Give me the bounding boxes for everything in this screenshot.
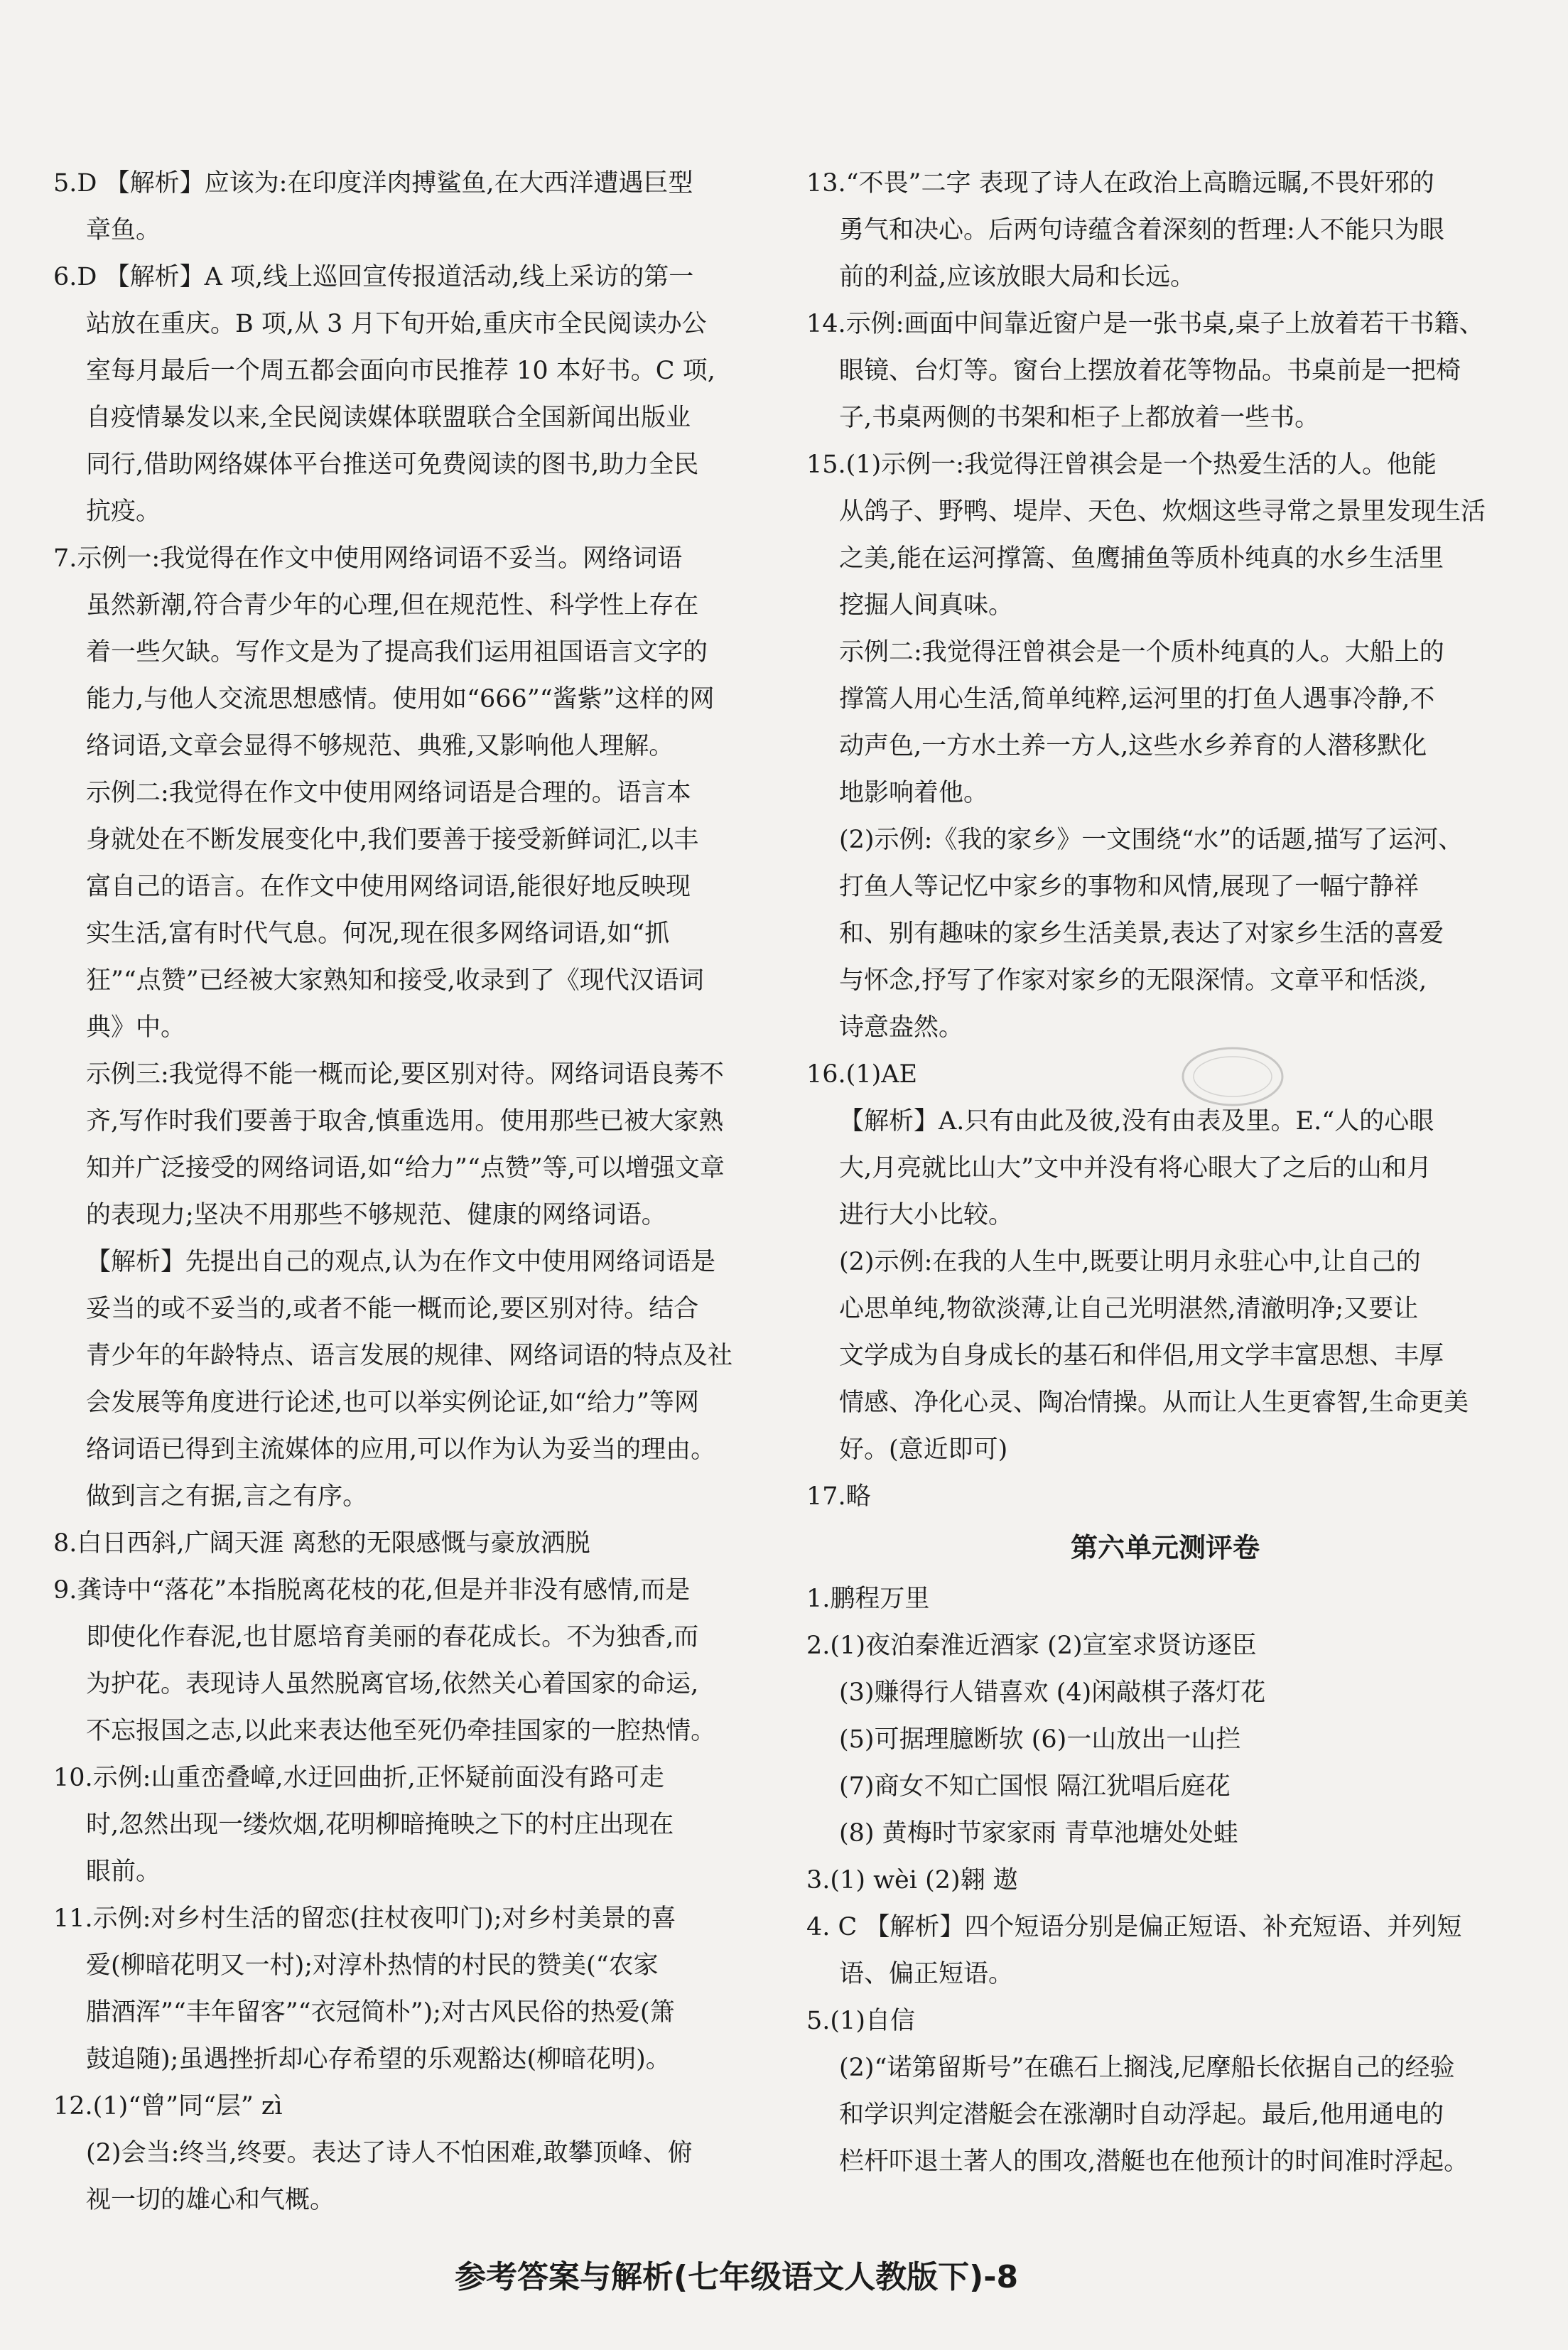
text-line: 地影响着他。 xyxy=(839,779,989,807)
text-line: 从鸽子、野鸭、堤岸、天色、炊烟这些寻常之景里发现生活 xyxy=(839,497,1486,526)
text-line: 青少年的年龄特点、语言发展的规律、网络词语的特点及社 xyxy=(86,1342,733,1370)
text-line: 眼前。 xyxy=(86,1858,161,1886)
text-line: 14.示例:画面中间靠近窗户是一张书桌,桌子上放着若干书籍、 xyxy=(806,310,1484,338)
text-line: 前的利益,应该放眼大局和长远。 xyxy=(839,263,1196,291)
text-line: 站放在重庆。B 项,从 3 月下旬开始,重庆市全民阅读办公 xyxy=(86,310,707,338)
text-line: 实生活,富有时代气息。何况,现在很多网络词语,如“抓 xyxy=(86,920,670,948)
text-line: 9.龚诗中“落花”本指脱离花枝的花,但是并非没有感情,而是 xyxy=(53,1576,691,1605)
text-line: 即使化作春泥,也甘愿培育美丽的春花成长。不为独香,而 xyxy=(86,1623,699,1651)
text-line: 视一切的雄心和气概。 xyxy=(86,2186,335,2214)
text-line: 自疫情暴发以来,全民阅读媒体联盟联合全国新闻出版业 xyxy=(86,404,691,432)
text-line: (2)示例:《我的家乡》一文围绕“水”的话题,描写了运河、 xyxy=(839,826,1464,854)
text-line: (2)“诺第留斯号”在礁石上搁浅,尼摩船长依据自己的经验 xyxy=(839,2054,1455,2082)
text-line: 16.(1)AE xyxy=(806,1060,918,1089)
text-line: 示例三:我觉得不能一概而论,要区别对待。网络词语良莠不 xyxy=(86,1060,724,1089)
text-line: 11.示例:对乡村生活的留恋(拄杖夜叩门);对乡村美景的喜 xyxy=(53,1904,676,1933)
text-line: (2)示例:在我的人生中,既要让明月永驻心中,让自己的 xyxy=(839,1248,1421,1276)
left-column xyxy=(53,160,764,2224)
text-line: 8.白日西斜,广阔天涯 离愁的无限感慨与豪放洒脱 xyxy=(53,1529,590,1558)
text-line: 语、偏正短语。 xyxy=(839,1960,1014,1988)
text-line: 5.(1)自信 xyxy=(806,2007,915,2035)
text-line: 5.D 【解析】应该为:在印度洋肉搏鲨鱼,在大西洋遭遇巨型 xyxy=(53,169,693,198)
text-line: 爱(柳暗花明又一村);对淳朴热情的村民的赞美(“农家 xyxy=(86,1951,659,1980)
text-line: 室每月最后一个周五都会面向市民推荐 10 本好书。C 项, xyxy=(86,357,715,385)
text-line: 狂”“点赞”已经被大家熟知和接受,收录到了《现代汉语词 xyxy=(86,966,704,995)
text-line: 着一些欠缺。写作文是为了提高我们运用祖国语言文字的 xyxy=(86,638,708,667)
text-line: 心思单纯,物欲淡薄,让自己光明湛然,清澈明净;又要让 xyxy=(839,1295,1419,1323)
text-line: 络词语,文章会显得不够规范、典雅,又影响他人理解。 xyxy=(86,732,674,760)
section-title: 第六单元测评卷 xyxy=(1070,1532,1260,1563)
text-line: 4. C 【解析】四个短语分别是偏正短语、补充短语、并列短 xyxy=(806,1913,1462,1941)
text-line: 时,忽然出现一缕炊烟,花明柳暗掩映之下的村庄出现在 xyxy=(86,1811,674,1839)
page-footer: 参考答案与解析(七年级语文人教版下)-8 xyxy=(455,2259,1019,2295)
text-line: 腊酒浑”“丰年留客”“衣冠简朴”);对古风民俗的热爱(箫 xyxy=(86,1998,675,2027)
text-line: 做到言之有据,言之有序。 xyxy=(86,1482,368,1511)
text-line: 同行,借助网络媒体平台推送可免费阅读的图书,助力全民 xyxy=(86,451,699,479)
text-line: 1.鹏程万里 xyxy=(806,1585,930,1613)
text-line: 示例二:我觉得汪曾祺会是一个质朴纯真的人。大船上的 xyxy=(839,638,1444,667)
text-line: 子,书桌两侧的书架和柜子上都放着一些书。 xyxy=(839,404,1320,432)
text-line: 妥当的或不妥当的,或者不能一概而论,要区别对待。结合 xyxy=(86,1295,699,1323)
text-line: 10.示例:山重峦叠嶂,水迂回曲折,正怀疑前面没有路可走 xyxy=(53,1764,664,1792)
text-line: 17.略 xyxy=(806,1482,871,1511)
text-line: 之美,能在运河撑篙、鱼鹰捕鱼等质朴纯真的水乡生活里 xyxy=(839,544,1444,573)
text-line: 能力,与他人交流思想感情。使用如“666”“酱紫”这样的网 xyxy=(86,685,715,713)
text-line: 和、别有趣味的家乡生活美景,表达了对家乡生活的喜爱 xyxy=(839,920,1444,948)
right-column-answers xyxy=(806,160,1524,1520)
text-line: 15.(1)示例一:我觉得汪曾祺会是一个热爱生活的人。他能 xyxy=(806,451,1437,479)
text-line: 虽然新潮,符合青少年的心理,但在规范性、科学性上存在 xyxy=(86,591,699,620)
text-line: 与怀念,抒写了作家对家乡的无限深情。文章平和恬淡, xyxy=(839,966,1427,995)
text-line: 不忘报国之志,以此来表达他至死仍牵挂国家的一腔热情。 xyxy=(86,1717,716,1745)
text-line: 知并广泛接受的网络词语,如“给力”“点赞”等,可以增强文章 xyxy=(86,1154,725,1182)
text-line: 大,月亮就比山大”文中并没有将心眼大了之后的山和月 xyxy=(839,1154,1432,1182)
text-line: 栏杆吓退土著人的围攻,潜艇也在他预计的时间准时浮起。 xyxy=(839,2147,1469,2176)
text-line: (8) 黄梅时节家家雨 青草池塘处处蛙 xyxy=(839,1819,1238,1848)
text-line: 进行大小比较。 xyxy=(839,1201,1014,1229)
text-line: 6.D 【解析】A 项,线上巡回宣传报道活动,线上采访的第一 xyxy=(53,263,694,291)
text-line: 和学识判定潜艇会在涨潮时自动浮起。最后,他用通电的 xyxy=(839,2101,1444,2129)
right-column-unit-six xyxy=(806,1575,1524,2185)
text-line: 典》中。 xyxy=(86,1013,186,1042)
text-line: 齐,写作时我们要善于取舍,慎重选用。使用那些已被大家熟 xyxy=(86,1107,724,1136)
text-line: 的表现力;坚决不用那些不够规范、健康的网络词语。 xyxy=(86,1201,666,1229)
text-line: 勇气和决心。后两句诗蕴含着深刻的哲理:人不能只为眼 xyxy=(839,216,1444,244)
text-line: 2.(1)夜泊秦淮近酒家 (2)宣室求贤访逐臣 xyxy=(806,1632,1257,1660)
text-line: 会发展等角度进行论述,也可以举实例论证,如“给力”等网 xyxy=(86,1389,700,1417)
text-line: 为护花。表现诗人虽然脱离官场,依然关心着国家的命运, xyxy=(86,1670,699,1698)
text-line: 文学成为自身成长的基石和伴侣,用文学丰富思想、丰厚 xyxy=(839,1342,1444,1370)
text-line: 章鱼。 xyxy=(86,216,161,244)
faint-stamp-icon xyxy=(1179,1045,1286,1109)
text-line: 动声色,一方水土养一方人,这些水乡养育的人潜移默化 xyxy=(839,732,1427,760)
text-line: 身就处在不断发展变化中,我们要善于接受新鲜词汇,以丰 xyxy=(86,826,699,854)
text-line: 眼镜、台灯等。窗台上摆放着花等物品。书桌前是一把椅 xyxy=(839,357,1461,385)
text-line: 【解析】先提出自己的观点,认为在作文中使用网络词语是 xyxy=(86,1248,716,1276)
text-line: 打鱼人等记忆中家乡的事物和风情,展现了一幅宁静祥 xyxy=(839,873,1420,901)
right-column xyxy=(806,160,1524,2185)
text-line: 7.示例一:我觉得在作文中使用网络词语不妥当。网络词语 xyxy=(53,544,683,573)
text-line: 情感、净化心灵、陶冶情操。从而让人生更睿智,生命更美 xyxy=(839,1389,1469,1417)
text-line: (2)会当:终当,终要。表达了诗人不怕困难,敢攀顶峰、俯 xyxy=(86,2139,693,2167)
text-line: 示例二:我觉得在作文中使用网络词语是合理的。语言本 xyxy=(86,779,691,807)
text-line: 撑篙人用心生活,简单纯粹,运河里的打鱼人遇事冷静,不 xyxy=(839,685,1435,713)
text-line: 12.(1)“曾”同“层” zì xyxy=(53,2092,283,2120)
text-line: 诗意盎然。 xyxy=(839,1013,964,1042)
text-line: 挖掘人间真味。 xyxy=(839,591,1014,620)
text-line: 络词语已得到主流媒体的应用,可以作为认为妥当的理由。 xyxy=(86,1435,716,1464)
text-line: 3.(1) wèi (2)翱 遨 xyxy=(806,1866,1018,1894)
text-line: 【解析】A.只有由此及彼,没有由表及里。E.“人的心眼 xyxy=(839,1107,1434,1136)
text-line: 富自己的语言。在作文中使用网络词语,能很好地反映现 xyxy=(86,873,691,901)
text-line: 13.“不畏”二字 表现了诗人在政治上高瞻远瞩,不畏奸邪的 xyxy=(806,169,1434,198)
text-line: 鼓追随);虽遇挫折却心存希望的乐观豁达(柳暗花明)。 xyxy=(86,2045,671,2074)
text-line: (7)商女不知亡国恨 隔江犹唱后庭花 xyxy=(839,1772,1231,1801)
text-line: 好。(意近即可) xyxy=(839,1435,1008,1464)
text-line: 抗疫。 xyxy=(86,497,161,526)
text-line: (5)可据理臆断欤 (6)一山放出一山拦 xyxy=(839,1725,1241,1754)
text-line: (3)赚得行人错喜欢 (4)闲敲棋子落灯花 xyxy=(839,1678,1266,1707)
